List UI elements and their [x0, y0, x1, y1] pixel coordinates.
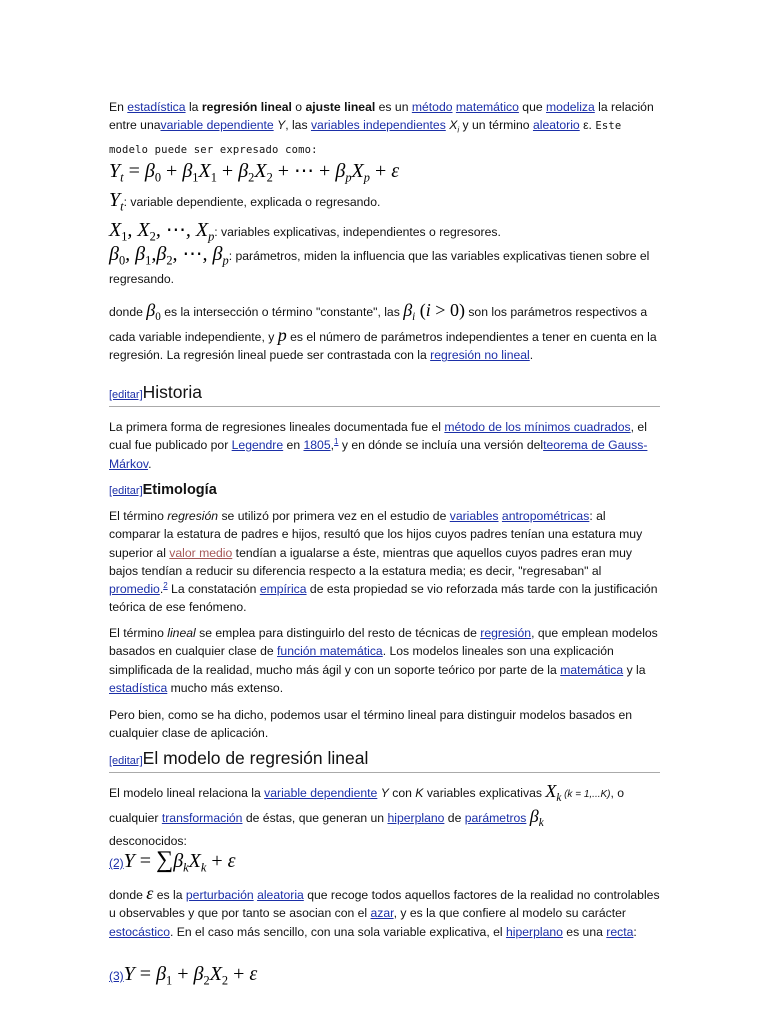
text: : [633, 924, 637, 939]
link-variable-dependiente[interactable]: variable dependiente [160, 118, 274, 133]
text: en [283, 438, 304, 453]
text: desconocidos: [109, 834, 187, 849]
text: es un [375, 100, 412, 114]
link-gauss-markov[interactable]: teorema de Gauss-Márkov [109, 438, 648, 471]
link-variable-dependiente-2[interactable]: variable dependiente [264, 786, 378, 800]
link-regresion[interactable]: regresión [480, 626, 532, 640]
edit-link-etimologia[interactable]: [editar] [109, 485, 143, 497]
section-title-etimologia: Etimología [142, 482, 217, 498]
link-recta[interactable]: recta [606, 924, 634, 939]
text: se utilizó por primera vez en el estudio de [218, 509, 450, 523]
link-regresion-no-lineal[interactable]: regresión no lineal [430, 348, 530, 363]
text: El término [109, 509, 168, 523]
etimologia-paragraph-1 [109, 507, 660, 617]
text: ε. [579, 118, 596, 133]
var-X-sub: i [457, 125, 460, 135]
monospace-note: Este modelo puede ser expresado como: [109, 120, 622, 157]
equation-number-3[interactable]: (3) [109, 969, 124, 983]
text: , o cualquier [109, 786, 625, 826]
equation-3 [109, 960, 660, 994]
ref-1[interactable]: 1 [334, 437, 339, 447]
text: con [388, 786, 416, 800]
text: de [444, 811, 465, 826]
text: La primera forma de regresiones lineales documentada fue el [109, 420, 445, 434]
link-matematico[interactable]: matemático [455, 100, 519, 114]
link-hiperplano[interactable]: hiperplano [387, 811, 445, 826]
math-beta-i: $\beta_i$ (i > 0) [403, 300, 465, 323]
edit-link-modelo[interactable]: [editar] [109, 755, 143, 767]
etimologia-paragraph-3 [109, 706, 660, 743]
text: son los parámetros respectivos a cada variable independiente, y [109, 305, 648, 345]
text: de esta propiedad se vio reforzada más tarde con la justificación teórica de ese fenómeno. [109, 582, 658, 615]
definition-yt [109, 187, 660, 219]
link-promedio[interactable]: promedio [109, 582, 160, 597]
var-K: K [415, 786, 424, 800]
link-azar[interactable]: azar [370, 906, 394, 921]
text: , las [285, 118, 311, 133]
heading-historia [109, 381, 660, 404]
link-funcion-matematica[interactable]: función matemática [277, 644, 383, 659]
math-eq3: $Y = \beta_1 + \beta_2X_2 + \varepsilon$ [123, 963, 258, 988]
historia-paragraph [109, 418, 660, 473]
italic-term: lineal [167, 626, 196, 640]
var-Y: Y [380, 786, 389, 800]
text: y la [623, 662, 646, 677]
equation-number-2[interactable]: (2) [109, 856, 124, 870]
text: donde [109, 305, 147, 319]
text: . [529, 348, 534, 363]
intro-paragraph [109, 98, 660, 159]
text: es una [562, 924, 607, 939]
link-modeliza[interactable]: modeliza [546, 100, 595, 114]
text: . [159, 582, 164, 597]
heading-modelo [109, 747, 660, 770]
math-xk: $X_k$ [545, 781, 562, 804]
link-1805[interactable]: 1805 [303, 438, 331, 453]
link-legendre[interactable]: Legendre [231, 438, 284, 453]
var-X: X [449, 118, 458, 133]
bold-term-ajuste-lineal: ajuste lineal [305, 100, 376, 114]
section-title-historia: Historia [142, 382, 202, 402]
text: La constatación [167, 582, 260, 597]
link-aleatorio[interactable]: aleatorio [532, 118, 580, 133]
section-title-modelo: El modelo de regresión lineal [142, 748, 369, 768]
divider [109, 772, 660, 773]
text: es la [153, 888, 186, 902]
link-variables[interactable]: variables [449, 509, 499, 523]
text: es la intersección o término "constante", las [160, 305, 404, 319]
text: , el cual fue publicado por [109, 420, 647, 453]
text: y en dónde se incluía una versión del [338, 438, 544, 453]
text: El modelo lineal relaciona la [109, 786, 265, 800]
text: la relación entre una [109, 100, 654, 133]
text: . En el caso más sencillo, con una sola variable explicativa, el [169, 924, 506, 939]
divider [109, 406, 660, 407]
bold-term-regresion-lineal: regresión lineal [201, 100, 292, 114]
var-Y: Y [277, 118, 286, 133]
italic-term: regresión [167, 509, 219, 523]
text: y un término [459, 118, 533, 133]
text: Pero bien, como se ha dicho, podemos usar el término lineal para distinguir modelos basados en cualquier clase de aplicación. [109, 708, 633, 741]
math-p: p [277, 325, 287, 346]
math-betak: $\beta_k$ [529, 806, 544, 830]
equation-regression-model: $Y_t = \beta_0 + \beta_1X_1 + \beta_2X_2$ + ⋯ + $\beta_pX_p + \varepsilon$ [109, 160, 400, 185]
modelo-paragraph-2 [109, 884, 660, 941]
text: tendían a igualarse a éste, mientras que aquellos cuyos padres eran muy bajos tendían a reducir su diferencia respecto a la estatura media; es decir, "regresaban" al [109, 545, 633, 578]
link-estadistica-2[interactable]: estadística [109, 680, 168, 695]
link-perturbacion[interactable]: perturbación [185, 888, 254, 902]
link-transformacion[interactable]: transformación [161, 811, 243, 826]
text: variables explicativas [423, 786, 546, 800]
text: . [148, 456, 152, 471]
text: : variables explicativas, independientes o regresores. [214, 225, 501, 239]
text: En [109, 100, 128, 114]
text: : parámetros, miden la influencia que las variables explicativas tienen sobre el regresando. [109, 249, 650, 287]
ref-2[interactable]: 2 [163, 581, 168, 591]
link-variables-independientes[interactable]: variables independientes [310, 118, 446, 133]
etimologia-paragraph-2 [109, 624, 660, 697]
text: se emplea para distinguirlo del resto de técnicas de [195, 626, 481, 640]
text: , y es la que confiere al modelo su carácter [393, 906, 626, 921]
text: El término [109, 626, 168, 640]
text: , [330, 438, 335, 453]
text: : al comparar la estatura de padres e hijos, resultó que los hijos cuyos padres tenían una estatura muy superior al [109, 509, 643, 560]
link-minimos-cuadrados[interactable]: método de los mínimos cuadrados [444, 420, 631, 434]
link-metodo[interactable]: método [411, 100, 453, 114]
text: que [518, 100, 547, 114]
link-valor-medio[interactable]: valor medio [169, 545, 233, 560]
math-beta0: $\beta_0$ [146, 300, 161, 323]
edit-link-historia[interactable]: [editar] [109, 389, 143, 401]
link-empirica[interactable]: empírica [259, 582, 307, 597]
text: : variable dependiente, explicada o regresando. [123, 195, 381, 209]
text: la [185, 100, 202, 114]
text: es el número de parámetros independientes a tener en cuenta en la regresión. La regresión lineal puede ser contrastada con la [109, 330, 657, 363]
math-beta-list: $\beta_0$, $\beta_1,\beta_2$, ⋯, $\beta_p$ [109, 243, 229, 268]
donde-paragraph [109, 301, 660, 365]
heading-etimologia [109, 480, 660, 500]
text: que recoge todos aquellos factores de la realidad no controlables u observables y que por tanto se asocian con el [109, 888, 660, 921]
text: de éstas, que generan un [242, 811, 388, 826]
text: . Los modelos lineales son una explicación simplificada de la realidad, mucho más ágil y con un soporte teórico por parte de la [109, 644, 614, 677]
link-antropometricas[interactable]: antropométricas [501, 509, 590, 523]
text: o [291, 100, 306, 114]
text: , que emplean modelos basados en cualquier clase de [109, 626, 658, 659]
math-x-list: $X_1$, $X_2$, ⋯, $X_p$ [109, 219, 215, 244]
link-hiperplano-2[interactable]: hiperplano [505, 924, 563, 939]
text: donde [109, 888, 147, 902]
modelo-paragraph-1 [109, 782, 660, 851]
math-eq2: $Y = \sum\beta_kX_k + \varepsilon$ [123, 847, 236, 875]
text: mucho más extenso. [167, 680, 284, 695]
link-aleatoria[interactable]: aleatoria [257, 888, 304, 902]
math-yt: $Y_t$ [109, 189, 124, 214]
definition-beta [109, 245, 660, 289]
link-parametros[interactable]: parámetros [464, 811, 527, 826]
link-estocastico[interactable]: estocástico [109, 924, 170, 939]
italic-range: (k = 1,...K) [561, 789, 611, 800]
link-matematica[interactable]: matemática [560, 662, 624, 677]
equation-2 [109, 846, 660, 881]
math-epsilon: ε [146, 883, 154, 903]
link-estadistica[interactable]: estadística [127, 100, 186, 114]
